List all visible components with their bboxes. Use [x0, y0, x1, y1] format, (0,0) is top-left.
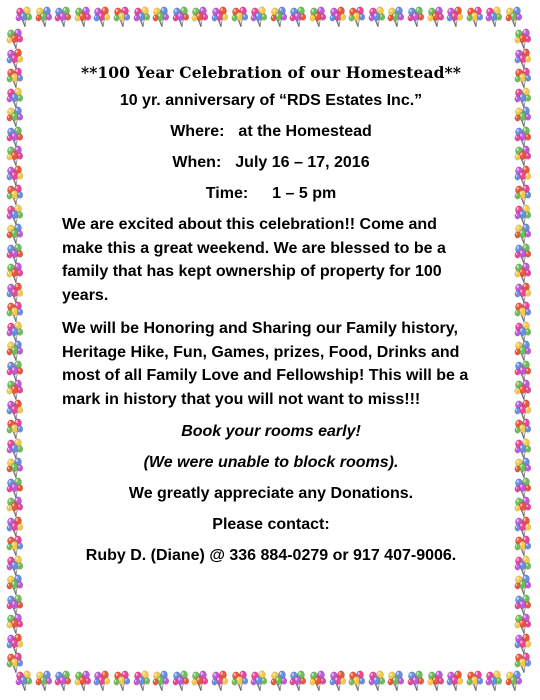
where-value: at the Homestead: [238, 123, 372, 140]
where-line: [62, 123, 480, 141]
balloon-bunch-icon: [34, 6, 54, 28]
book-rooms-note: Book your rooms early!: [181, 423, 361, 440]
block-rooms-note: (We were unable to block rooms).: [143, 454, 399, 471]
balloon-border-top: [14, 4, 526, 30]
balloon-bunch-icon: [465, 670, 485, 692]
balloon-bunch-icon: [465, 6, 485, 28]
when-value: July 16 – 17, 2016: [235, 154, 370, 171]
balloon-bunch-icon: [230, 6, 250, 28]
balloon-bunch-icon: [386, 6, 406, 28]
balloon-bunch-icon: [210, 6, 230, 28]
flyer-title: **100 Year Celebration of our Homestead**: [81, 63, 461, 82]
balloon-bunch-icon: [132, 6, 152, 28]
balloon-bunch-icon: [73, 670, 93, 692]
contact-info: Ruby D. (Diane) @ 336 884-0279 or 917 407-9006.: [85, 547, 457, 564]
balloon-bunch-icon: [513, 652, 533, 674]
balloon-border-bottom: [14, 668, 526, 694]
where-label: Where:: [170, 123, 225, 140]
balloon-bunch-icon: [504, 6, 524, 28]
balloon-bunch-icon: [406, 6, 426, 28]
balloon-bunch-icon: [426, 670, 446, 692]
balloon-bunch-icon: [426, 6, 446, 28]
balloon-border-right: [510, 28, 536, 672]
balloon-bunch-icon: [5, 652, 25, 674]
balloon-bunch-icon: [112, 670, 132, 692]
balloon-bunch-icon: [406, 670, 426, 692]
when-label: When:: [172, 154, 222, 171]
when-line: [62, 154, 480, 172]
balloon-bunch-icon: [386, 670, 406, 692]
flyer-content: [62, 60, 480, 565]
balloon-bunch-icon: [151, 6, 171, 28]
balloon-bunch-icon: [210, 670, 230, 692]
balloon-bunch-icon: [445, 670, 465, 692]
balloon-bunch-icon: [53, 670, 73, 692]
balloon-bunch-icon: [308, 670, 328, 692]
balloon-bunch-icon: [151, 670, 171, 692]
balloon-bunch-icon: [14, 6, 34, 28]
balloon-bunch-icon: [190, 670, 210, 692]
balloon-bunch-icon: [308, 6, 328, 28]
paragraph-honoring: We will be Honoring and Sharing our Family history, Heritage Hike, Fun, Games, prizes, Food, Drinks and most of all Family Love and Fellowship! This will be a mark in history that you will not want to miss!!!: [62, 320, 469, 408]
balloon-bunch-icon: [367, 6, 387, 28]
balloon-bunch-icon: [249, 670, 269, 692]
balloon-bunch-icon: [73, 6, 93, 28]
balloon-bunch-icon: [53, 6, 73, 28]
balloon-bunch-icon: [34, 670, 54, 692]
balloon-bunch-icon: [347, 670, 367, 692]
donations-line: We greatly appreciate any Donations.: [128, 485, 414, 502]
balloon-bunch-icon: [249, 6, 269, 28]
balloon-bunch-icon: [288, 670, 308, 692]
balloon-bunch-icon: [484, 6, 504, 28]
balloon-bunch-icon: [347, 6, 367, 28]
time-value: 1 – 5 pm: [272, 185, 337, 202]
balloon-bunch-icon: [230, 670, 250, 692]
balloon-border-left: [2, 28, 28, 672]
balloon-bunch-icon: [92, 6, 112, 28]
balloon-bunch-icon: [269, 670, 289, 692]
time-label: Time:: [205, 185, 249, 202]
balloon-bunch-icon: [484, 670, 504, 692]
balloon-bunch-icon: [132, 670, 152, 692]
balloon-bunch-icon: [367, 670, 387, 692]
balloon-bunch-icon: [445, 6, 465, 28]
anniversary-line: 10 yr. anniversary of “RDS Estates Inc.”: [119, 92, 423, 109]
balloon-bunch-icon: [190, 6, 210, 28]
balloon-bunch-icon: [112, 6, 132, 28]
balloon-bunch-icon: [269, 6, 289, 28]
balloon-bunch-icon: [92, 670, 112, 692]
balloon-bunch-icon: [328, 6, 348, 28]
time-line: [62, 185, 480, 203]
balloon-bunch-icon: [171, 6, 191, 28]
balloon-bunch-icon: [171, 670, 191, 692]
paragraph-excited: We are excited about this celebration!! Come and make this a great weekend. We are blessed to be a family that has kept ownership of property for 100 years.: [62, 216, 446, 304]
contact-label: Please contact:: [212, 516, 330, 533]
balloon-bunch-icon: [328, 670, 348, 692]
balloon-bunch-icon: [288, 6, 308, 28]
